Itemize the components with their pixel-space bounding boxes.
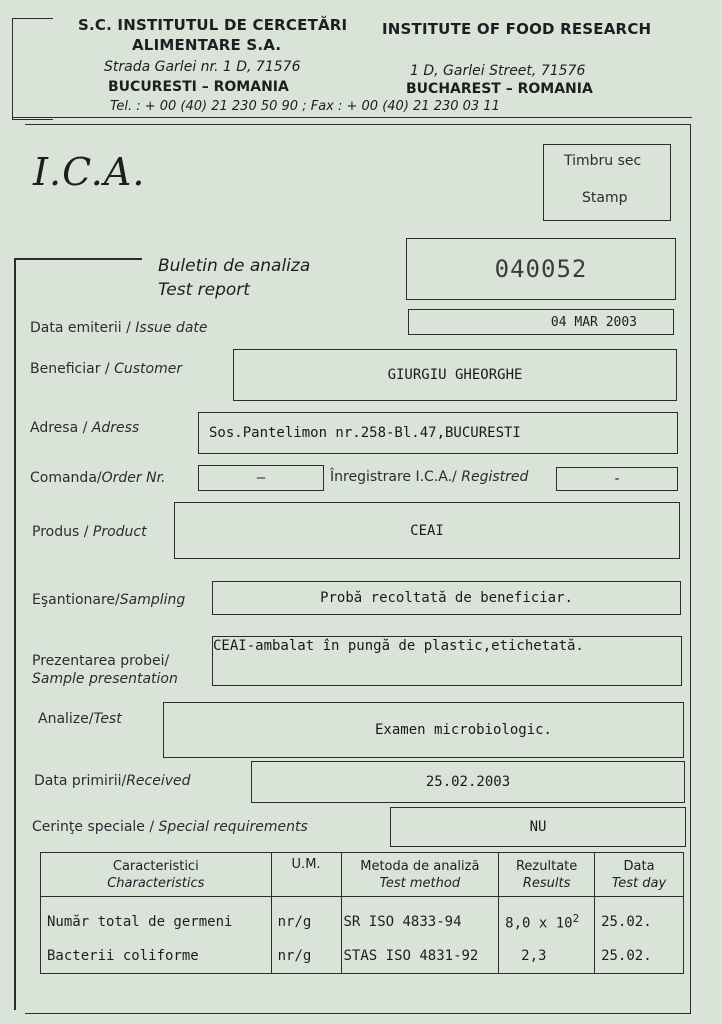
received-label: Data primirii/Received: [34, 773, 191, 789]
special-value: NU: [529, 819, 547, 835]
ica-logo: I.C.A.: [33, 150, 146, 194]
test-value: Examen microbiologic.: [374, 722, 552, 738]
received-value: 25.02.2003: [425, 774, 511, 790]
inner-frame-top: [14, 258, 142, 260]
row1-date: 25.02.: [595, 897, 684, 940]
test-box: [163, 702, 684, 758]
row2-method: STAS ISO 4831-92: [341, 939, 499, 974]
institute-ro-line2: ALIMENTARE S.A.: [132, 36, 282, 54]
row1-characteristic: Număr total de germeni: [41, 897, 272, 940]
presentation-label: Prezentarea probei/ Sample presentation: [32, 653, 178, 687]
presentation-value: CEAI-ambalat în pungă de plastic,etichetată.: [213, 638, 584, 654]
stamp-label-en: Stamp: [582, 190, 628, 206]
sampling-value: Probă recoltată de beneficiar.: [320, 590, 573, 606]
customer-label: Beneficiar / Customer: [30, 361, 183, 377]
header-bracket: [12, 18, 53, 120]
row2-characteristic: Bacterii coliforme: [41, 939, 272, 974]
address-box: [198, 412, 678, 454]
stamp-label-ro: Timbru sec: [564, 153, 642, 169]
header-unit: U.M.: [271, 853, 341, 897]
registered-label: Înregistrare I.C.A./ Registred: [330, 469, 529, 485]
address-label: Adresa / Adress: [30, 420, 140, 436]
order-value: –: [256, 470, 266, 486]
product-value: CEAI: [410, 522, 444, 539]
street-ro: Strada Garlei nr. 1 D, 71576: [104, 59, 301, 75]
customer-box: [233, 349, 677, 401]
table-row: [41, 939, 684, 974]
city-en: BUCHAREST – ROMANIA: [406, 81, 593, 97]
order-label: Comanda/Order Nr.: [30, 470, 166, 486]
sampling-box: [212, 581, 681, 615]
institute-en: INSTITUTE OF FOOD RESEARCH: [382, 20, 652, 38]
table-header-row: [41, 853, 684, 897]
row1-method: SR ISO 4833-94: [341, 897, 499, 940]
header-method: Metoda de analiză Test method: [341, 853, 499, 897]
institute-ro-line1: S.C. INSTITUTUL DE CERCETĂRI: [78, 16, 348, 34]
report-number-box: [406, 238, 676, 300]
inner-frame-left: [14, 258, 16, 1010]
row2-date: 25.02.: [595, 939, 684, 974]
product-box: [174, 502, 680, 559]
issue-date-label: Data emiterii / Issue date: [30, 320, 208, 336]
presentation-box: [212, 636, 682, 686]
city-ro: BUCURESTI – ROMANIA: [108, 79, 289, 95]
report-title-en: Test report: [158, 280, 250, 300]
address-value: Sos.Pantelimon nr.258-Bl.47,BUCURESTI: [209, 425, 521, 441]
special-label: Cerinţe speciale / Special requirements: [32, 819, 308, 835]
header-date: Data Test day: [595, 853, 684, 897]
customer-value: GIURGIU GHEORGHE: [387, 367, 523, 383]
row2-result: 2,3: [499, 939, 595, 974]
header-characteristics: Caracteristici Characteristics: [41, 853, 272, 897]
street-en: 1 D, Garlei Street, 71576: [410, 63, 586, 79]
issue-date-box: [408, 309, 674, 335]
registered-box: [556, 467, 678, 491]
row1-result: 8,0 x $10^2$: [499, 897, 595, 940]
issue-date-value: 04 MAR 2003: [550, 314, 637, 330]
table-row: [41, 897, 684, 940]
stamp-box: [543, 144, 671, 221]
received-box: [251, 761, 685, 803]
special-box: [390, 807, 686, 847]
sampling-label: Eşantionare/Sampling: [32, 592, 186, 608]
header-results: Rezultate Results: [499, 853, 595, 897]
header-bottom-line: [12, 117, 692, 118]
results-table: [40, 852, 684, 974]
row2-unit: nr/g: [271, 939, 341, 974]
row1-unit: nr/g: [271, 897, 341, 940]
order-box: [198, 465, 324, 491]
report-number: 040052: [494, 255, 588, 283]
report-title-ro: Buletin de analiza: [158, 256, 311, 276]
contact-line: Tel. : + 00 (40) 21 230 50 90 ; Fax : + 00 (40) 21 230 03 11: [110, 99, 500, 114]
product-label: Produs / Product: [32, 524, 147, 540]
registered-value: -: [612, 471, 622, 487]
test-label: Analize/Test: [38, 711, 122, 727]
